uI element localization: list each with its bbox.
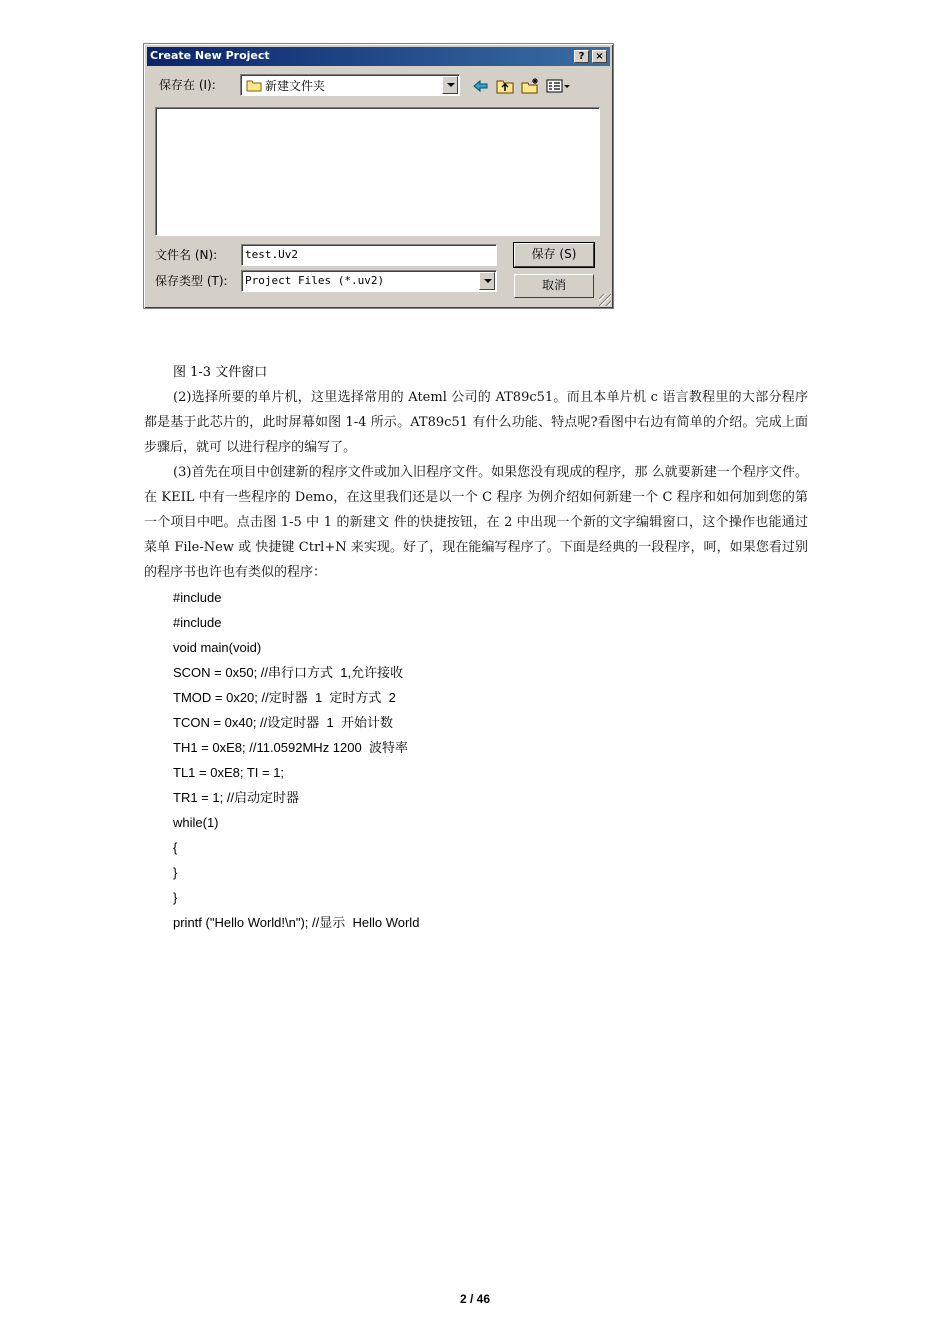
- paragraph-3: (3)首先在项目中创建新的程序文件或加入旧程序文件。如果您没有现成的程序，那 么就要新建一个程序文件。在 KEIL 中有一些程序的 Demo，在这里我们还是以一个 C 程序 为例介绍如何新建一个 C 程序和如何加到您的第一个项目中吧。点击图 1-5 中 1 的新建文 件的快捷按钮，在 2 中出现一个新的文字编辑窗口，这个操作也能通过菜单 File-New 或 快捷键 Ctrl+N 来实现。好了，现在能编写程序了。下面是经典的一段程序，呵，如果您看过别的程序书也许也有类似的程序：: [144, 465, 808, 580]
- filename-input[interactable]: [241, 244, 497, 266]
- new-folder-icon[interactable]: [520, 77, 540, 95]
- view-menu-icon[interactable]: [545, 77, 571, 95]
- folder-icon: [246, 79, 262, 92]
- file-list-area[interactable]: [155, 107, 600, 236]
- code-line: }: [173, 865, 178, 880]
- cancel-button[interactable]: 取消: [514, 274, 594, 298]
- close-button[interactable]: ×: [592, 50, 607, 63]
- code-line: #include: [173, 615, 222, 630]
- back-arrow-icon[interactable]: [471, 77, 491, 95]
- code-line: TL1 = 0xE8; TI = 1;: [173, 765, 285, 780]
- code-line: {: [173, 840, 178, 855]
- save-button[interactable]: 保存 (S): [514, 243, 594, 267]
- figure-caption: 图 1-3 文件窗口: [173, 365, 268, 380]
- dialog-title: Create New Project: [150, 49, 270, 62]
- paragraph-2: (2)选择所要的单片机，这里选择常用的 Ateml 公司的 AT89c51。而且本单片机 c 语言教程里的大部分程序都是基于此芯片的，此时屏幕如图 1-4 所示。AT89c51 有什么功能、特点呢?看图中右边有简单的介绍。完成上面步骤后，就可 以进行程序的编写了。: [144, 390, 808, 455]
- code-line: TMOD = 0x20; //定时器 1 定时方式 2: [173, 690, 396, 705]
- code-line: while(1): [173, 815, 219, 830]
- code-line: }: [173, 890, 178, 905]
- code-line: SCON = 0x50; //串行口方式 1,允许接收: [173, 665, 404, 680]
- create-new-project-dialog: [143, 43, 614, 309]
- up-folder-icon[interactable]: [495, 77, 515, 95]
- code-line: TCON = 0x40; //设定时器 1 开始计数: [173, 715, 393, 730]
- save-in-dropdown[interactable]: [240, 74, 460, 96]
- chevron-down-icon[interactable]: [442, 76, 458, 94]
- save-in-value: 新建文件夹: [265, 79, 326, 93]
- filetype-dropdown[interactable]: [241, 270, 497, 292]
- resize-grip[interactable]: [599, 294, 611, 306]
- code-listing: [173, 585, 419, 935]
- code-line: TH1 = 0xE8; //11.0592MHz 1200 波特率: [173, 740, 408, 755]
- code-line: #include: [173, 590, 222, 605]
- dialog-titlebar[interactable]: [147, 47, 610, 66]
- filename-label: 文件名 (N):: [155, 248, 218, 262]
- help-button[interactable]: ?: [574, 50, 589, 63]
- code-line: printf ("Hello World!\n"); //显示 Hello World: [173, 915, 420, 930]
- filename-value: test.Uv2: [245, 248, 298, 261]
- save-in-label: 保存在 (I):: [159, 78, 216, 92]
- code-line: void main(void): [173, 640, 262, 655]
- code-line: TR1 = 1; //启动定时器: [173, 790, 300, 805]
- filetype-label: 保存类型 (T):: [155, 274, 228, 288]
- chevron-down-icon[interactable]: [479, 272, 495, 290]
- page-number: 2 / 46: [459, 1292, 491, 1306]
- filetype-value: Project Files (*.uv2): [245, 274, 385, 287]
